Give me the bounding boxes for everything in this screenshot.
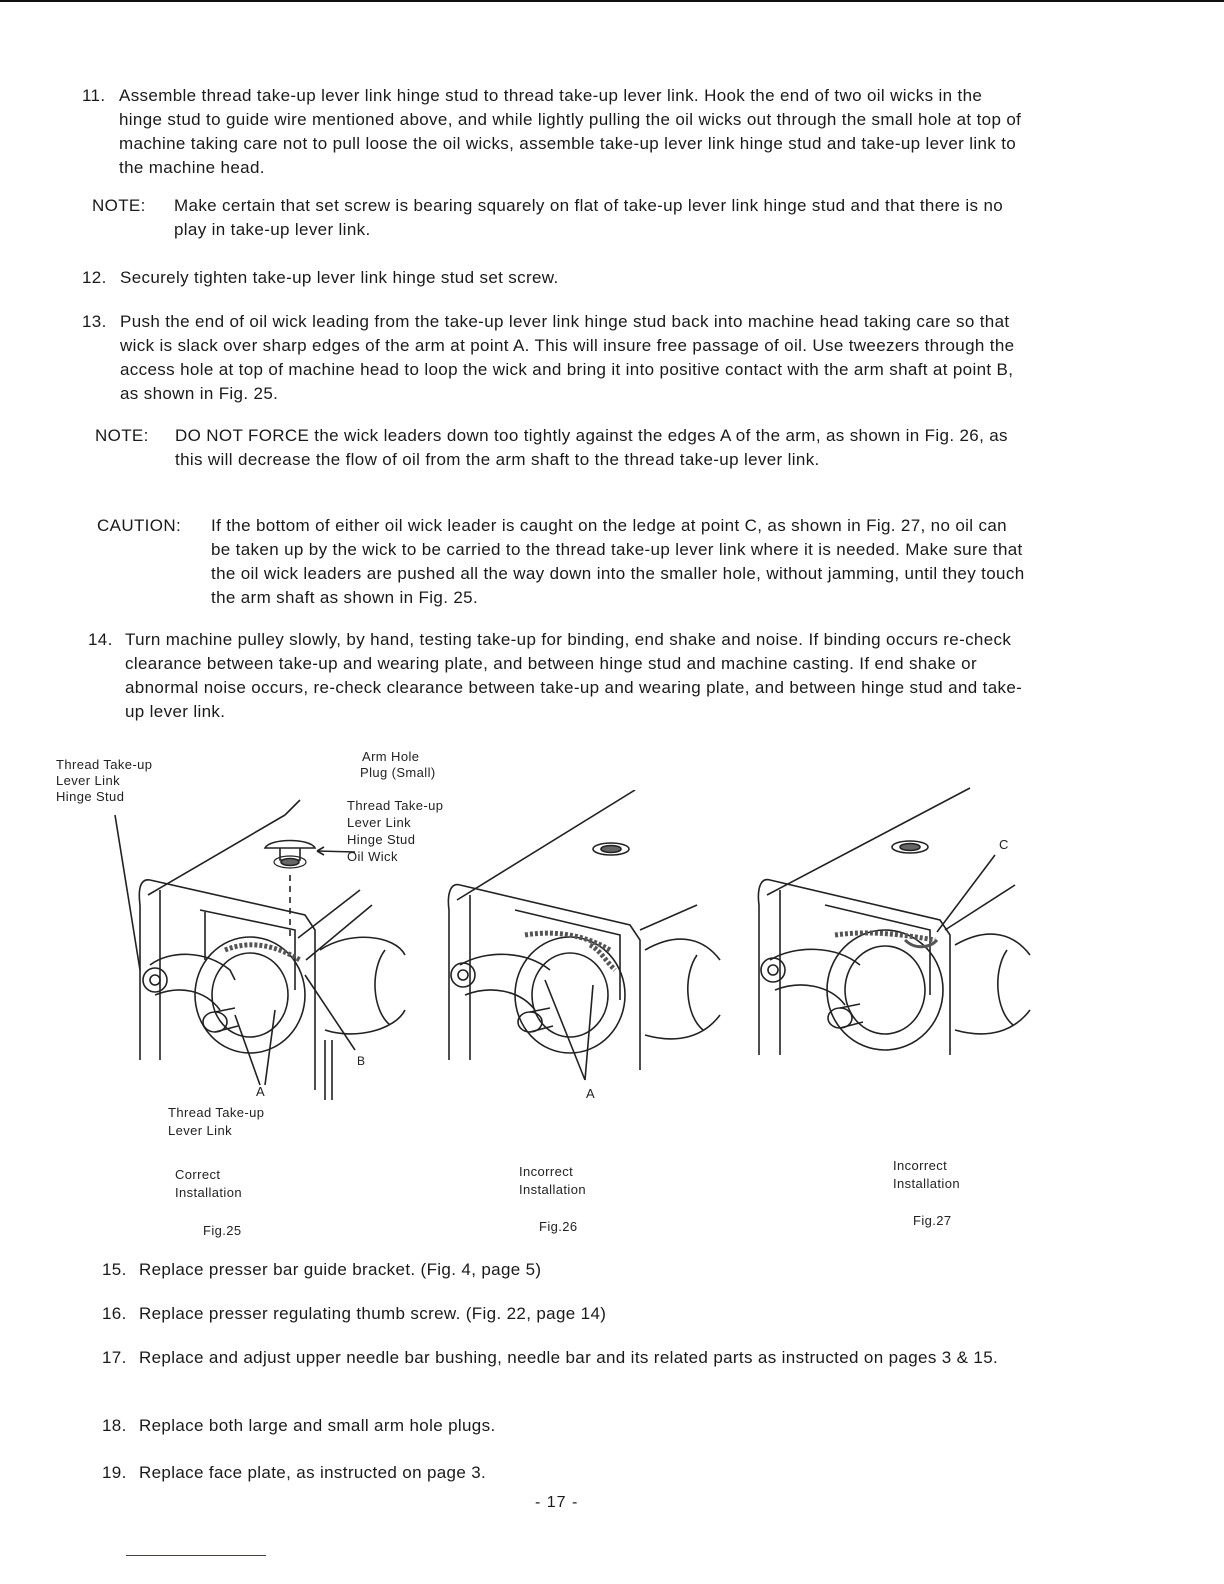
callout-take-up-link: Thread Take-up Lever Link [168, 1105, 265, 1138]
fig-27-illustration [745, 780, 1045, 1080]
fig-26-illustration [435, 790, 735, 1090]
point-a-label: A [256, 1084, 265, 1099]
step-text: Assemble thread take-up lever link hinge stud to thread take-up lever link. Hook the end of two oil wicks in the hinge stud to guide wire mentioned above, and while lightly pulling the oil wicks out through the small hole at top of machine taking care not to pull loose the oil wicks, assemble take-up lever link hinge stud and take-up lever link to the machine head. [119, 86, 1022, 177]
step-number: 17. [102, 1348, 127, 1367]
step-text: Replace and adjust upper needle bar bushing, needle bar and its related parts as instructed on pages 3 & 15. [139, 1348, 999, 1367]
step-number: 14. [88, 630, 113, 649]
caption-fig-25-status: Correct Installation [175, 1167, 242, 1200]
caption-fig-27-status: Incorrect Installation [893, 1158, 960, 1191]
step-text: Replace face plate, as instructed on page 3. [139, 1463, 487, 1482]
caption-fig-26-status: Incorrect Installation [519, 1164, 586, 1197]
caption-fig-26: Fig.26 [539, 1219, 578, 1234]
step-text: Replace both large and small arm hole plugs. [139, 1416, 496, 1435]
point-a-label-fig26: A [586, 1086, 595, 1101]
callout-hinge-stud: Thread Take-up Lever Link Hinge Stud [56, 757, 153, 804]
caution-text: If the bottom of either oil wick leader is caught on the ledge at point C, as shown in Fig. 27, no oil can be taken up by the wick to be carried to the thread take-up lever link where it is needed. Make sure that the oil wick leaders are pushed all the way down into the smaller hole, without jamming, until they touch the arm shaft as shown in Fig. 25. [211, 516, 1025, 607]
step-text: Turn machine pulley slowly, by hand, testing take-up for binding, end shake and noise. If binding occurs re-check clearance between take-up and wearing plate, and between hinge stud and machine casting. If end shake or abnormal noise occurs, re-check clearance between take-up and wearing plate, and between hinge stud and take-up lever link. [125, 630, 1023, 721]
step-text: Replace presser regulating thumb screw. (Fig. 22, page 14) [139, 1304, 607, 1323]
step-number: 15. [102, 1260, 127, 1279]
note-text: Make certain that set screw is bearing squarely on flat of take-up lever link hinge stud and that there is no play in take-up lever link. [174, 196, 1004, 239]
point-c-label: C [999, 837, 1009, 852]
step-number: 18. [102, 1416, 127, 1435]
note-label: NOTE: [95, 426, 149, 445]
note-label: NOTE: [92, 196, 146, 215]
caption-fig-27: Fig.27 [913, 1213, 952, 1228]
page-number: - 17 - [535, 1494, 579, 1511]
callout-arm-hole-plug: Arm Hole Plug (Small) [360, 749, 436, 780]
step-number: 12. [82, 268, 107, 287]
caution-label: CAUTION: [97, 516, 182, 535]
step-text: Securely tighten take-up lever link hinge stud set screw. [120, 268, 559, 287]
caption-fig-25: Fig.25 [203, 1223, 242, 1238]
step-number: 19. [102, 1463, 127, 1482]
bottom-rule [126, 1555, 266, 1556]
point-b-label: B [357, 1054, 366, 1068]
step-number: 16. [102, 1304, 127, 1323]
step-text: Push the end of oil wick leading from the take-up lever link hinge stud back into machine head taking care so that wick is slack over sharp edges of the arm at point A. This will insure free passage of oil. Use tweezers through the access hole at top of machine head to loop the wick and bring it into positive contact with the arm shaft at point B, as shown in Fig. 25. [120, 312, 1015, 403]
step-number: 11. [82, 86, 106, 105]
callout-oil-wick: Thread Take-up Lever Link Hinge Stud Oil Wick [347, 798, 444, 864]
step-text: Replace presser bar guide bracket. (Fig. 4, page 5) [139, 1260, 542, 1279]
note-text: DO NOT FORCE the wick leaders down too tightly against the edges A of the arm, as shown in Fig. 26, as this will decrease the flow of oil from the arm shaft to the thread take-up lever link. [175, 426, 1008, 469]
step-number: 13. [82, 312, 107, 331]
